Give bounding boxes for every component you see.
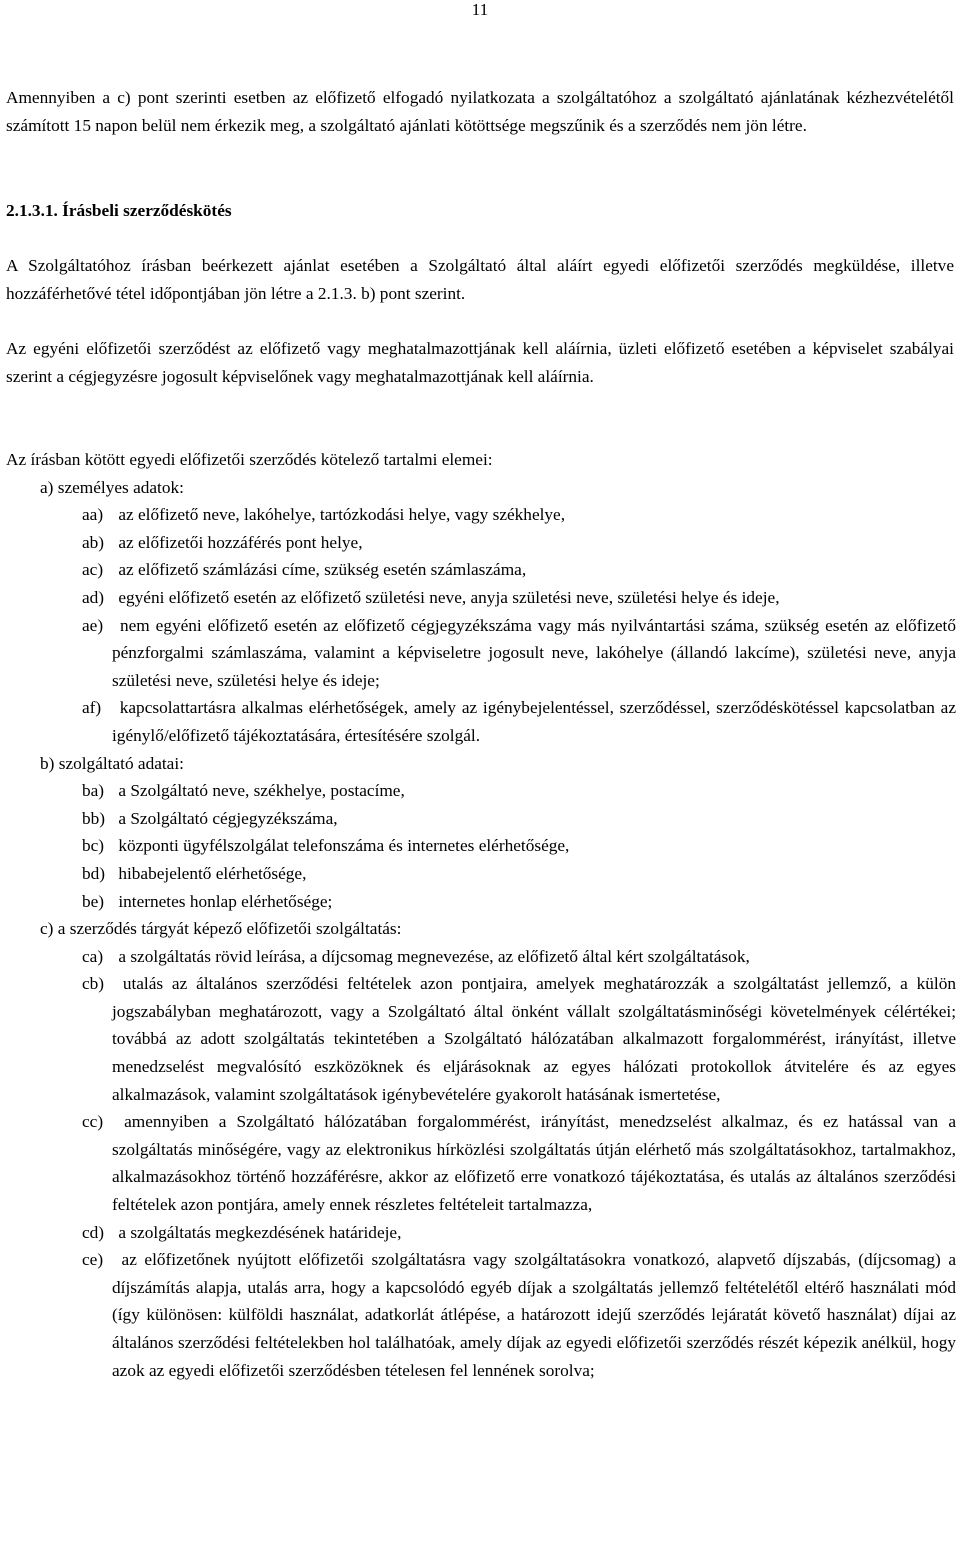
list-item-bc: [6, 832, 956, 860]
item-code: be): [82, 891, 105, 911]
item-text: a Szolgáltató cégjegyzékszáma,: [118, 808, 338, 828]
item-code: ad): [82, 587, 105, 607]
list-intro: Az írásban kötött egyedi előfizetői szerződés kötelező tartalmi elemei:: [6, 450, 493, 469]
item-code: ba): [82, 781, 105, 801]
paragraph-1-text: A Szolgáltatóhoz írásban beérkezett ajánlat esetében a Szolgáltató által aláírt egyedi előfizetői szerződés megküldése, illetve hozzáférhetővé tétel időpontjában jön létre a 2.1.3. b) pont szerint.: [6, 256, 954, 303]
list-item-ae: [6, 612, 956, 695]
list-item-aa: [6, 501, 956, 529]
item-text: kapcsolattartásra alkalmas elérhetőségek, amely az igénybejelentéssel, szerződéssel, szerződéskötéssel kapcsolatban az igénylő/előfizető tájékoztatására, értesítésére szolgál.: [112, 698, 956, 745]
item-code: ae): [82, 615, 104, 635]
item-code: cd): [82, 1222, 105, 1242]
list-item-cd: [6, 1219, 956, 1247]
item-code: ce): [82, 1250, 104, 1270]
item-text: internetes honlap elérhetősége;: [118, 891, 333, 911]
item-text: a szolgáltatás megkezdésének határideje,: [118, 1222, 402, 1242]
list-item-af: [6, 694, 956, 749]
group-label-a: a) személyes adatok:: [40, 477, 184, 497]
item-text: nem egyéni előfizető esetén az előfizető cégjegyzékszáma vagy más nyilvántartási száma, szükség esetén az előfizető pénzforgalmi számlaszáma, valamint a képviseletre jogosult neve, lakóhelye (állandó lakcíme), születési neve, anyja születési neve, születési helye és ideje;: [112, 615, 956, 690]
item-code: bd): [82, 863, 106, 883]
item-code: ca): [82, 946, 104, 966]
group-label-b: b) szolgáltató adatai:: [40, 753, 184, 773]
list-item-cc: [6, 1108, 956, 1218]
list-item-be: [6, 888, 956, 916]
item-text: az előfizetőnek nyújtott előfizetői szolgáltatásra vagy szolgáltatásokra vonatkozó, alapvető díjszabás, (díjcsomag) a díjszámítás alapja, utalás arra, hogy a kapcsolódó egyéb díjak a szolgáltatás jellemző feltételétől eltérő használati mód (így különösen: külföldi használat, adatkorlát átlépése, a határozott idejű szerződés lejáratát követő használat) díjai az általános szerződési feltételekben hol találhatóak, amely díjak az egyedi előfizetői szerződés részét képezik anélkül, hogy azok az egyedi előfizetői szerződésben tételesen fel lennének sorolva;: [112, 1250, 956, 1380]
list-item-bb: [6, 805, 956, 833]
list-item-bd: [6, 860, 956, 888]
item-code: ab): [82, 532, 105, 552]
item-code: cc): [82, 1112, 104, 1132]
intro-paragraph-text: Amennyiben a c) pont szerinti esetben az előfizető elfogadó nyilatkozata a szolgáltatóhoz a szolgáltató ajánlatának kézhezvételétől számított 15 napon belül nem érkezik meg, a szolgáltató ajánlati kötöttsége megszűnik és a szerződés nem jön létre.: [6, 88, 954, 135]
item-code: cb): [82, 974, 105, 994]
item-text: hibabejelentő elérhetősége,: [118, 863, 307, 883]
item-text: egyéni előfizető esetén az előfizető születési neve, anyja születési neve, születési helye és ideje,: [118, 587, 780, 607]
group-label-c: c) a szerződés tárgyát képező előfizetői szolgáltatás:: [40, 919, 402, 939]
list-item-ce: [6, 1246, 956, 1384]
item-text: a szolgáltatás rövid leírása, a díjcsomag megnevezése, az előfizető által kért szolgáltatások,: [118, 946, 750, 966]
page-number: 11: [471, 0, 489, 19]
item-text: a Szolgáltató neve, székhelye, postacíme,: [118, 781, 405, 801]
list-item-ac: [6, 556, 956, 584]
intro-paragraph: [6, 84, 954, 139]
item-text: központi ügyfélszolgálat telefonszáma és internetes elérhetősége,: [118, 836, 570, 856]
item-code: af): [82, 698, 102, 718]
item-code: bb): [82, 808, 106, 828]
item-text: az előfizető számlázási címe, szükség esetén számlaszáma,: [118, 560, 527, 580]
paragraph-2-text: Az egyéni előfizetői szerződést az előfizető vagy meghatalmazottjának kell aláírnia, üzleti előfizető esetében a képviselet szabályai szerint a cégjegyzésre jogosult képviselőnek vagy meghatalmazottjának kell aláírnia.: [6, 339, 954, 386]
paragraph-contract-formation: [6, 252, 954, 307]
list-item-ad: [6, 584, 956, 612]
item-text: az előfizetői hozzáférés pont helye,: [118, 532, 363, 552]
section-heading: 2.1.3.1. Írásbeli szerződéskötés: [6, 201, 232, 220]
mandatory-elements-list: [6, 446, 956, 1384]
list-item-ba: [6, 777, 956, 805]
paragraph-signature: [6, 335, 954, 390]
item-code: bc): [82, 836, 105, 856]
list-item-ab: [6, 529, 956, 557]
item-text: az előfizető neve, lakóhelye, tartózkodási helye, vagy székhelye,: [118, 505, 566, 525]
list-item-ca: [6, 943, 956, 971]
item-code: ac): [82, 560, 104, 580]
list-item-cb: [6, 970, 956, 1108]
item-code: aa): [82, 505, 104, 525]
item-text: utalás az általános szerződési feltételek azon pontjaira, amelyek meghatározzák a szolgáltatást jellemző, a külön jogszabályban meghatározott, vagy a Szolgáltató által önként vállalt szolgáltatásminőségi követelmények célértékei; továbbá az adott szolgáltatás tekintetében a Szolgáltató hálózatában alkalmazott forgalommérést, irányítást, illetve menedzselést megvalósító eszközöknek és eljárásoknak az egyes hálózati protokollok átvitelére és az egyes alkalmazások, valamint szolgáltatások igénybevételére gyakorolt hatásának ismertetése,: [112, 974, 957, 1104]
item-text: amennyiben a Szolgáltató hálózatában forgalommérést, irányítást, menedzselést alkalmaz, és ez hatással van a szolgáltatás minőségére, vagy az elektronikus hírközlési szolgáltatás útján elérhető más szolgáltatásokhoz, tartalmakhoz, alkalmazásokhoz történő hozzáférésre, akkor az előfizető erre vonatkozó tájékoztatása, és utalás az általános szerződési feltételek azon pontjára, amely ennek részletes feltételeit tartalmazza,: [112, 1112, 957, 1215]
